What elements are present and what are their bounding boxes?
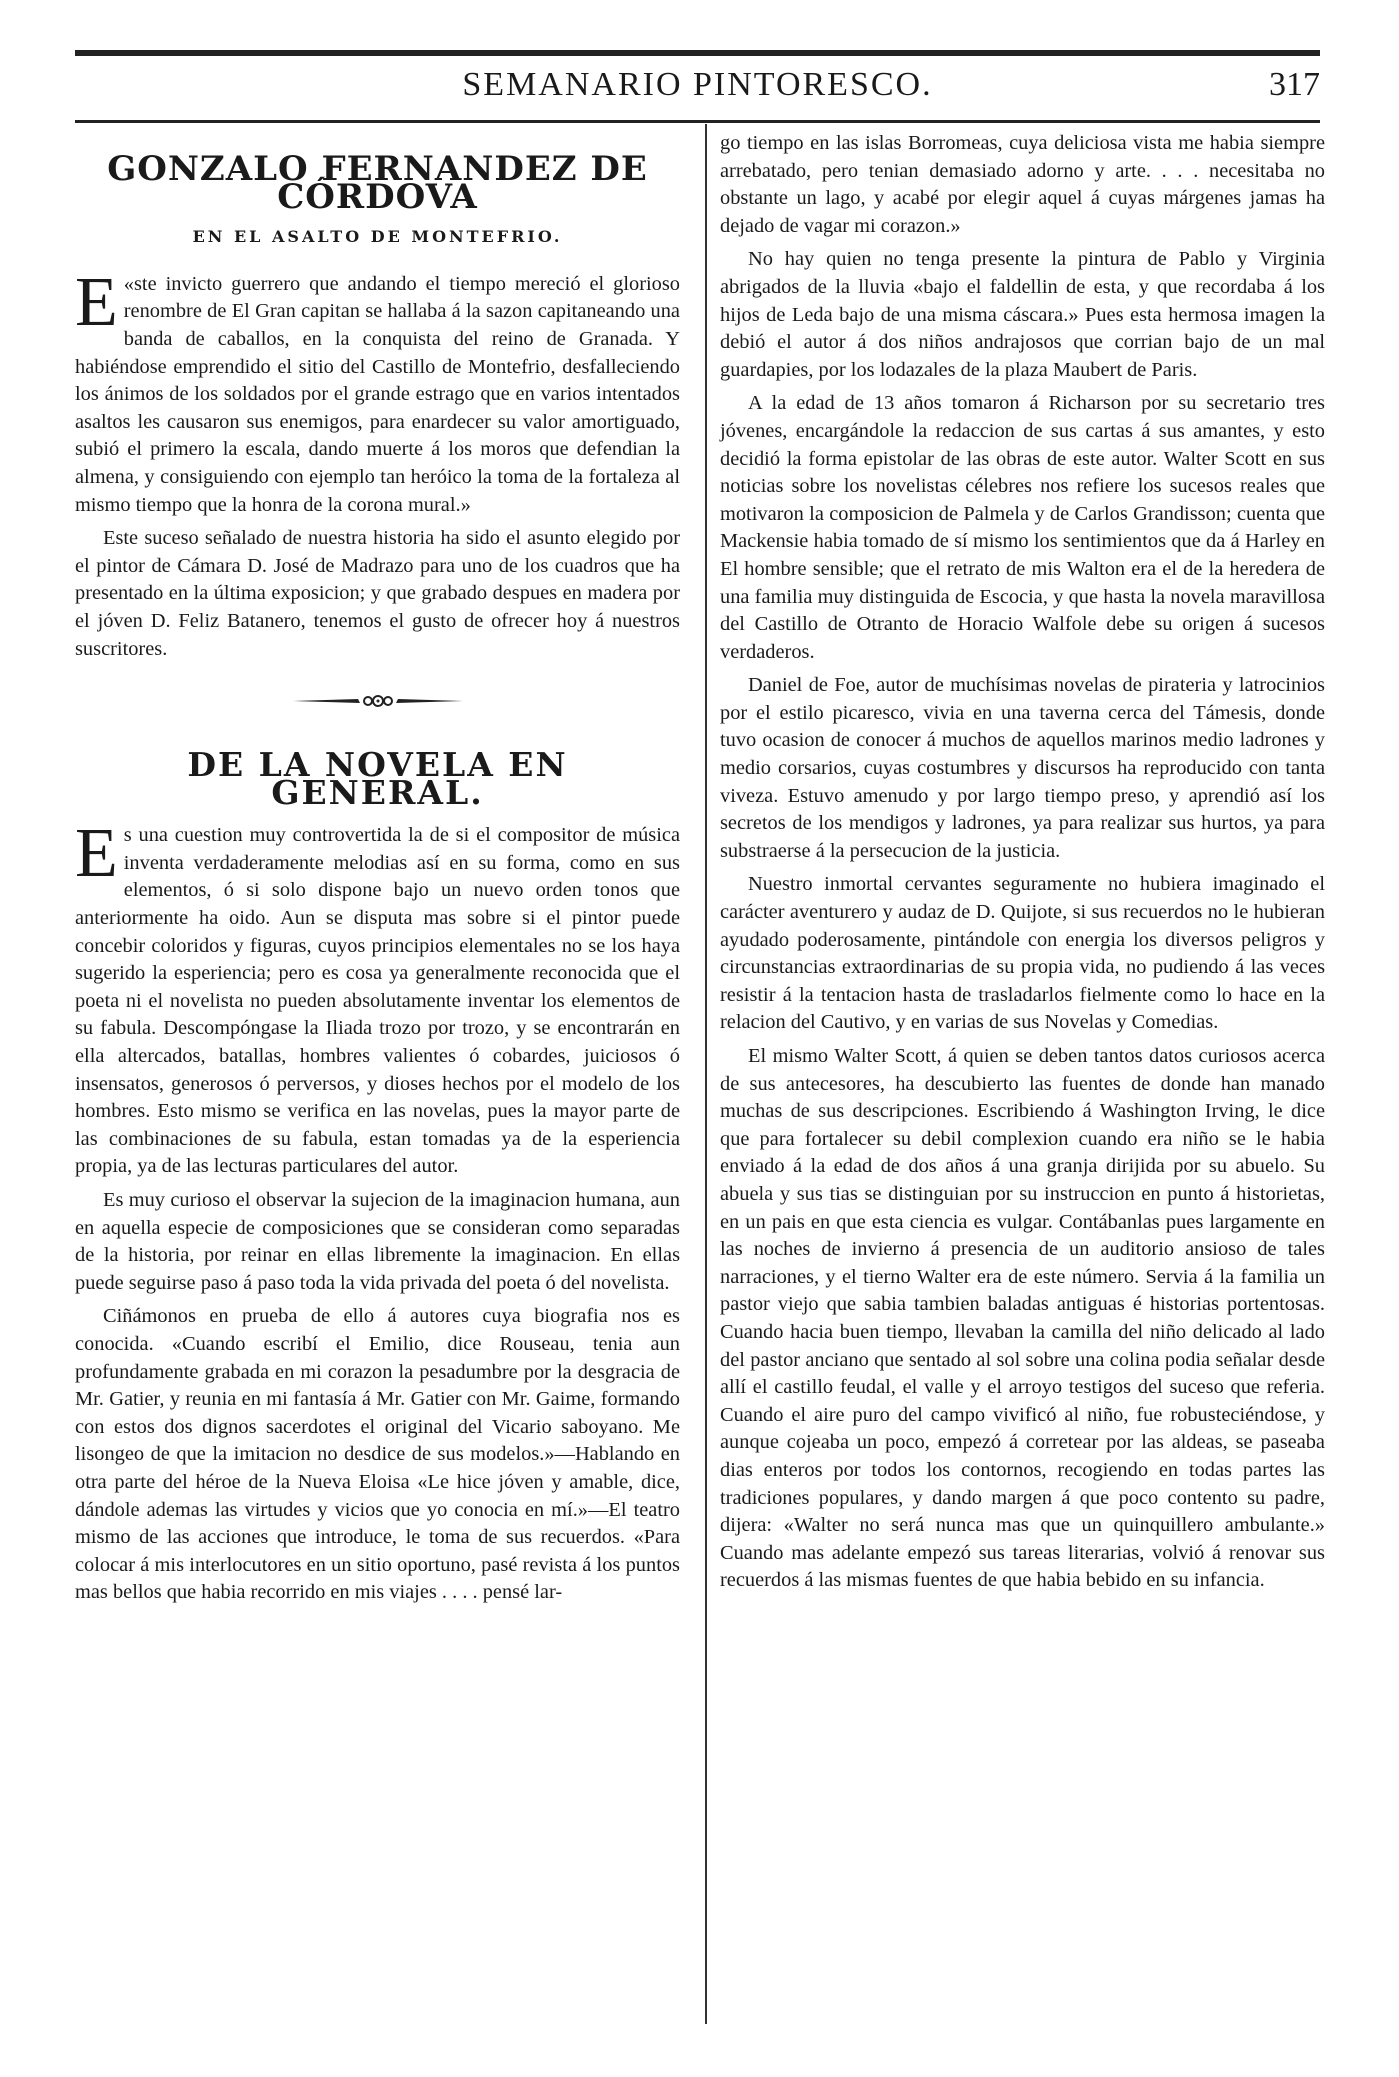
running-head [75, 58, 1320, 118]
opening-quote: « [123, 272, 134, 295]
article-subtitle: EN EL ASALTO DE MONTEFRIO. [192, 227, 563, 247]
ornament-divider [75, 691, 680, 711]
paragraph: El mismo Walter Scott, á quien se deben tantos datos curiosos acerca de sus antecesores, ha descubierto las fuentes de donde han manado muchas de sus descripciones. Escribiendo á Washington Irving, le dice que para fortalecer su debil complexion cuando era niño se le habia enviado á la edad de dos años á una granja dirijida por su abuelo. Su abuela y sus tias se distinguian por su instruccion en punto á historietas, en un pais en que esta ciencia es vulgar. Contábanlas pues largamente en las noches de invierno á presencia de un auditorio ansioso de tales narraciones, y el tierno Walter era de este número. Servia á la familia un pastor viejo que sabia tambien baladas antiguas é historias portentosas. Cuando hacia buen tiempo, llevaban la camilla del niño delicado al lado del pastor anciano que sentado al sol sobre una colina podia señalar desde allí el castillo feudal, el valle y el arroyo testigos del suceso que referia. Cuando el aire puro del campo vivificó al niño, fue robusteciéndose, y aunque cojeaba un poco, empezó á corretear por las aldeas, se paseaba dias enteros por todos los contornos, recogiendo en todas partes las tradiciones populares, y dando margen á que poco contento su padre, dijera: «Walter no será nunca mas que un quinquillero ambulante.» Cuando mas adelante empezó sus tareas literarias, volvió á renovar sus recuerdos á las mismas fuentes de que habia bebido en su infancia. [720, 1045, 1325, 1592]
running-title: SEMANARIO PINTORESCO. [462, 66, 933, 103]
paragraph: go tiempo en las islas Borromeas, cuya deliciosa vista me habia siempre arrebatado, pero tenian demasiado adorno y arte. . . . necesitaba no obstante un lago, y acabé por elegir aquel á cuyas márgenes jamas ha dejado de vagar mi corazon.» [720, 132, 1325, 237]
paragraph: A la edad de 13 años tomaron á Richarson por su secretario tres jóvenes, encargándole la redaccion de sus cartas á sus amantes, y esto decidió la forma epistolar de las obras de este autor. Walter Scott en sus noticias sobre los novelistas célebres nos refiere los sucesos reales que motivaron la composicion de Palmela y de Carlos Grandisson; cuenta que Mackensie habia tomado de sí mismo los sentimientos que da á Harley en El hombre sensible; que el retrato de mis Walton era el de la heredera de una familia muy distinguida de Escocia, y que hasta la novela maravillosa del Castillo de Otranto de Horacio Walfole debe su origen á sucesos verdaderos. [720, 392, 1325, 663]
right-column [720, 130, 1325, 1601]
left-column [75, 140, 680, 1613]
paragraph-text: s una cuestion muy controvertida la de si el compositor de música inventa verdaderamente melodias así en su forma, como en sus elementos, ó si solo dispone bajo un nuevo orden tonos que anteriormente ha oido. Aun se disputa mas sobre si el pintor puede concebir coloridos y figuras, cuyos principios elementales no se los haya sugerido la esperiencia; pero es cosa ya generalmente reconocida que el poeta ni el novelista no pueden absolutamente inventar los elementos de su fabula. Descompóngase la Iliada trozo por trozo, y se encontrarán en ella altercados, batallas, hombres valientes ó cobardes, juiciosos ó insensatos, generosos ó perversos, y dioses hechos por el modelo de los hombres. Esto mismo se verifica en las novelas, pues la mayor parte de las combinaciones de su fabula, estan tomadas ya de la esperiencia propia, ya de las lecturas particulares del autor. [75, 824, 680, 1178]
paragraph: Nuestro inmortal cervantes seguramente no hubiera imaginado el carácter aventurero y audaz de D. Quijote, si sus recuerdos no le hubieran ayudado poderosamente, pintándole con energia los diversos peligros y circunstancias extraordinarias de su propia vida, no pudiendo á las veces resistir á la tentacion hasta de trasladarlos fielmente como lo hace en la relacion del Cautivo, y en varias de sus Novelas y Comedias. [720, 873, 1325, 1034]
paragraph-text: ste invicto guerrero que andando el tiempo mereció el glorioso renombre de El Gran capitan se hallaba á la sazon capitaneando una banda de caballos, en la conquista del reino de Granada. Y habiéndose emprendido el sitio del Castillo de Montefrio, desfalleciendo los ánimos de los soldados por el grande estrago que en varios intentados asaltos les causaron sus enemigos, para enardecer su valor amortiguado, subió el primero la escala, dando muerte á los moros que defendian la almena, y consiguiendo con ejemplo tan heróico la toma de la fortaleza al mismo tiempo que la honra de la corona mural.» [75, 272, 680, 516]
drop-cap: E [75, 815, 118, 893]
column-rule [705, 124, 707, 2024]
paragraph [75, 815, 680, 1181]
drop-cap: E [75, 263, 118, 341]
paragraph: Este suceso señalado de nuestra historia ha sido el asunto elegido por el pintor de Cámara D. José de Madrazo para uno de los cuadros que ha presentado en la última exposicion; y que grabado despues en madera por el jóven D. Feliz Batanero, tenemos el gusto de ofrecer hoy á nuestros suscritores. [75, 527, 680, 660]
paragraph: Es muy curioso el observar la sujecion de la imaginacion humana, aun en aquella especie de composiciones que se consideran como separadas de la historia, por reinar en ellas libremente la imaginacion. En ellas puede seguirse paso á paso toda la vida privada del poeta ó del novelista. [75, 1189, 680, 1294]
paragraph: Daniel de Foe, autor de muchísimas novelas de pirateria y latrocinios por el estilo picaresco, vivia en una taverna cerca del Támesis, donde tuvo ocasion de conocer á muchos de aquellos marinos medio ladrones y medio corsarios, cuyas costumbres y discursos ha reproducido con tanta viveza. Estuvo amenudo y por largo tiempo preso, y aprendió así los secretos de los mendigos y ladrones, ya para realizar sus hurtos, ya para substraerse á la persecucion de la justicia. [720, 674, 1325, 862]
top-rule [75, 50, 1320, 56]
flourish-icon [288, 691, 468, 711]
paragraph: Ciñámonos en prueba de ello á autores cuya biografia nos es conocida. «Cuando escribí el Emilio, dice Rouseau, tenia aun profundamente grabada en mi corazon la pesadumbre por la desgracia de Mr. Gatier, y reunia en mi fantasía á Mr. Gatier con Mr. Gaime, formando con estos dos dignos sacerdotes el original del Vicario saboyano. Me lisongeo de que la imitacion no desdice de sus modelos.»—Hablando en otra parte del héroe de la Nueva Eloisa «Le hice jóven y amable, dice, dándole ademas las virtudes y vicios que yo conocia en mí.»—El teatro mismo de las acciones que introduce, le toma de sus recuerdos. «Para colocar á mis interlocutores en un sitio oportuno, pasé revista á los puntos mas bellos que habia recorrido en mis viajes . . . . pensé lar- [75, 1305, 680, 1604]
page-number: 317 [1269, 66, 1320, 103]
paragraph: No hay quien no tenga presente la pintura de Pablo y Virginia abrigados de la lluvia «bajo el faldellin de esta, y que recordaba á los hijos de Leda bajo de una misma cáscara.» Pues esta hermosa imagen la debió el autor á dos niños andrajosos que corrian bajo de un mal guardapies, por los lodazales de la plaza Maubert de Paris. [720, 248, 1325, 381]
article-title: GONZALO FERNANDEZ DE CÓRDOVA [107, 149, 648, 217]
header-rule [75, 120, 1320, 123]
section-title: DE LA NOVELA EN GENERAL. [187, 745, 568, 812]
paragraph [75, 263, 680, 519]
